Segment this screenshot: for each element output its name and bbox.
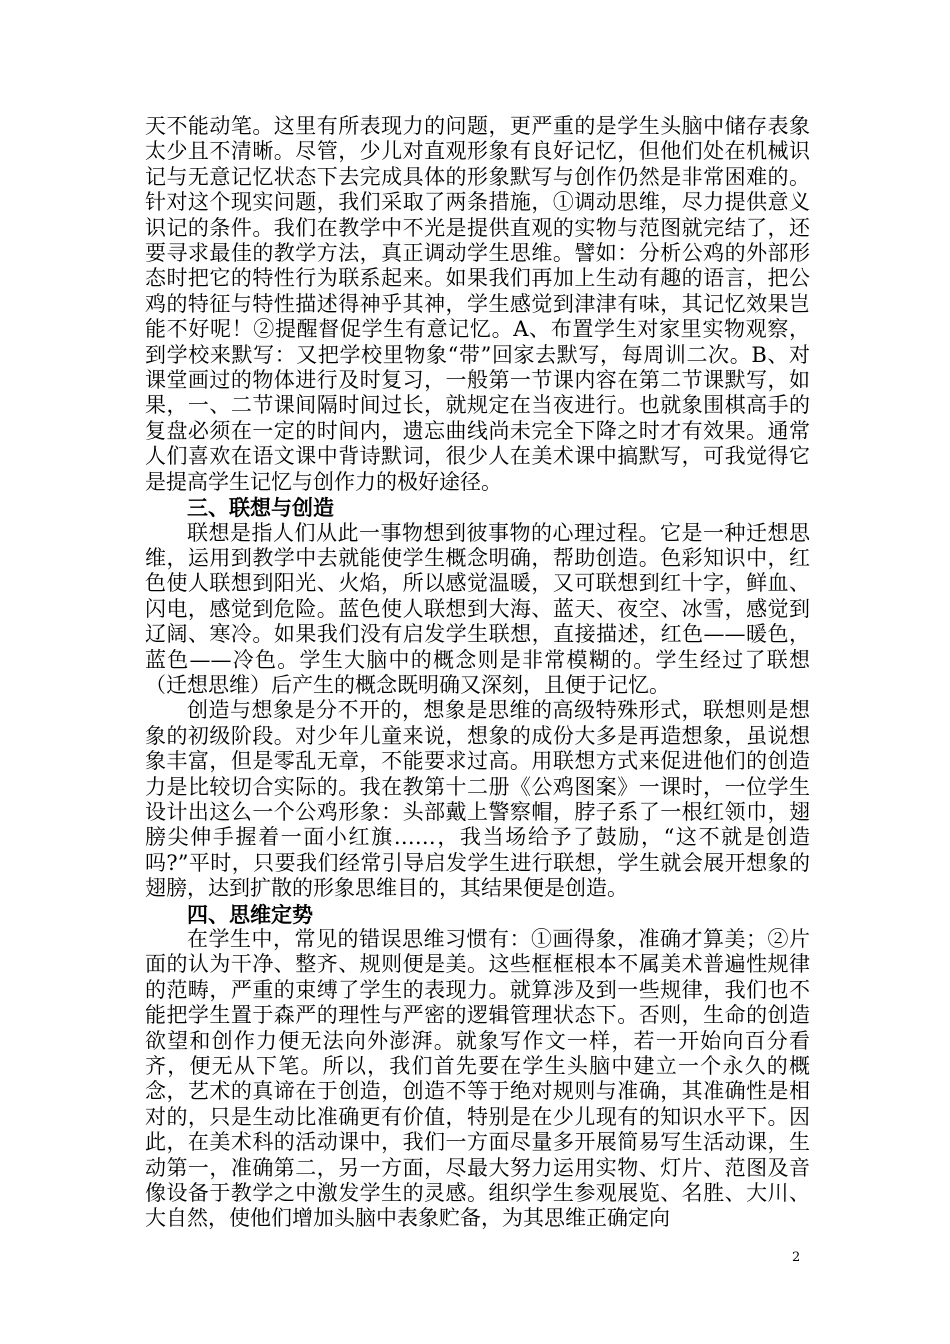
document-page: [145, 114, 810, 1232]
paragraph-mindset: 在学生中，常见的错误思维习惯有：①画得象，准确才算美；②片面的认为干净、整齐、规则便是美。这些框框根本不属美术普遍性规律的范畴，严重的束缚了学生的表现力。就算涉及到一些规律，我们也不能把学生置于森严的理性与严密的逻辑管理状态下。否则，生命的创造欲望和创作力便无法向外澎湃。就象写作文一样，若一开始向百分看齐，便无从下笔。所以，我们首先要在学生头脑中建立一个永久的概念，艺术的真谛在于创造，创造不等于绝对规则与准确，其准确性是相对的，只是生动比准确更有价值，特别是在少儿现有的知识水平下。因此，在美术科的活动课中，我们一方面尽量多开展简易写生活动课，生动第一，准确第二，另一方面，尽最大努力运用实物、灯片、范图及音像设备于教学之中激发学生的灵感。组织学生参观展览、名胜、大川、大自然，使他们增加头脑中表象贮备，为其思维正确定向: [145, 927, 810, 1231]
section-heading-association: 三、联想与创造: [187, 495, 334, 521]
page-number: 2: [792, 1250, 801, 1265]
section-heading-mindset: 四、思维定势: [187, 901, 313, 927]
paragraph-memory-continuation: 天不能动笔。这里有所表现力的问题，更严重的是学生头脑中储存表象太少且不清晰。尽管，少儿对直观形象有良好记忆，但他们处在机械识记与无意记忆状态下去完成具体的形象默写与创作仍然是非常困难的。针对这个现实问题，我们采取了两条措施，①调动思维，尽力提供意义识记的条件。我们在教学中不光是提供直观的实物与范图就完结了，还要寻求最佳的教学方法，真正调动学生思维。譬如：分析公鸡的外部形态时把它的特性行为联系起来。如果我们再加上生动有趣的语言，把公鸡的特征与特性描述得神乎其神，学生感觉到津津有味，其记忆效果岂能不好呢！②提醒督促学生有意记忆。A、布置学生对家里实物观察，到学校来默写：又把学校里物象“带”回家去默写，每周训二次。B、对课堂画过的物体进行及时复习，一般第一节课内容在第二节课默写，如果，一、二节课间隔时间过长，就规定在当夜进行。也就象围棋高手的复盘必须在一定的时间内，遗忘曲线尚未完全下降之时才有效果。通常人们喜欢在语文课中背诗默词，很少人在美术课中搞默写，可我觉得它是提高学生记忆与创作力的极好途径。: [145, 114, 810, 494]
paragraph-creation: 创造与想象是分不开的，想象是思维的高级特殊形式，联想则是想象的初级阶段。对少年儿童来说，想象的成份大多是再造想象，虽说想象丰富，但是零乱无章，不能要求过高。用联想方式来促进他们的创造力是比较切合实际的。我在教第十二册《公鸡图案》一课时，一位学生设计出这么一个公鸡形象：头部戴上警察帽，脖子系了一根红领巾，翅膀尖伸手握着一面小红旗……，我当场给予了鼓励，“这不就是创造吗?”平时，只要我们经常引导启发学生进行联想，学生就会展开想象的翅膀，达到扩散的形象思维目的，其结果便是创造。: [145, 698, 810, 901]
paragraph-association: 联想是指人们从此一事物想到彼事物的心理过程。它是一种迁想思维，运用到教学中去就能使学生概念明确，帮助创造。色彩知识中，红色使人联想到阳光、火焰，所以感觉温暖，又可联想到红十字，鲜血、闪电，感觉到危险。蓝色使人联想到大海、蓝天、夜空、冰雪，感觉到辽阔、寒冷。如果我们没有启发学生联想，直接描述，红色——暖色，蓝色——冷色。学生大脑中的概念则是非常模糊的。学生经过了联想（迁想思维）后产生的概念既明确又深刻，且便于记忆。: [145, 520, 810, 697]
